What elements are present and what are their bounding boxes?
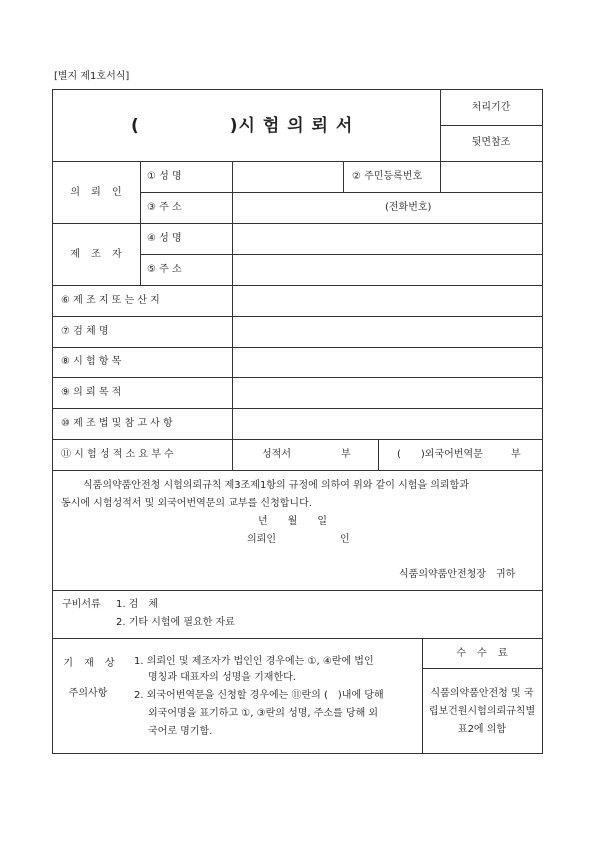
divider	[440, 125, 543, 126]
divider	[52, 470, 543, 471]
divider	[52, 161, 543, 162]
foreign-translation-label: ( )외국어번역문	[397, 449, 483, 460]
divider	[52, 439, 543, 440]
requester-address-label: ③ 주 소	[147, 202, 182, 213]
divider	[52, 347, 543, 348]
copies-required-label: ⑪ 시 험 성 적 소 요 부 수	[61, 449, 174, 460]
test-items-label: ⑧ 시 험 항 목	[61, 356, 122, 367]
note-2-line-1: 2. 외국어번역문을 신청할 경우에는 ⑪란의 ( )내에 당해	[134, 690, 384, 701]
processing-period-label: 처리기간	[471, 102, 511, 113]
divider	[440, 89, 441, 161]
divider	[422, 668, 543, 669]
attachments-label: 구비서류	[62, 599, 101, 610]
divider	[52, 377, 543, 378]
signer-label: 의뢰인	[247, 534, 276, 545]
form-title: ( )시 험 의 뢰 서	[131, 116, 354, 136]
fee-line-2: 립보건원시험의뢰규칙별	[428, 706, 536, 717]
date-line: 년 월 일	[258, 516, 327, 527]
manufacturer-name-label: ④ 성 명	[147, 233, 182, 244]
divider	[232, 161, 233, 470]
divider	[422, 638, 423, 754]
note-2-line-3: 국어로 명기함.	[148, 726, 213, 737]
see-back-label: 뒷면참조	[471, 137, 511, 148]
divider	[52, 285, 543, 286]
divider	[440, 161, 441, 192]
note-1-line-1: 1. 의뢰인 및 제조자가 법인인 경우에는 ①, ④란에 법인	[134, 656, 374, 667]
attachment-item-2: 2. 기타 시험에 필요한 자료	[116, 617, 235, 628]
requester-name-label: ① 성 명	[147, 171, 182, 182]
divider	[52, 316, 543, 317]
requester-rrn-label: ② 주민등록번호	[352, 171, 423, 182]
purpose-label: ⑨ 의 뢰 목 적	[61, 387, 122, 398]
manufacturer-group-label: 제 조 자	[70, 249, 126, 260]
divider	[140, 161, 141, 285]
method-reference-label: ⑩ 제 조 법 및 참 고 사 항	[61, 418, 173, 429]
fee-line-3: 표2에 의함	[457, 724, 507, 735]
report-unit: 부	[341, 449, 351, 460]
notes-label-line-2: 주의사항	[68, 688, 108, 699]
addressee: 식품의약품안전청장 귀하	[399, 569, 516, 580]
divider	[140, 254, 543, 255]
requester-group-label: 의 뢰 인	[70, 187, 126, 198]
statement-line-2: 동시에 시험성적서 및 외국어번역문의 교부를 신청합니다.	[61, 498, 312, 509]
report-label: 성적서	[262, 449, 291, 460]
divider	[52, 638, 543, 639]
origin-label: ⑥ 제 조 지 또 는 산 지	[61, 295, 160, 306]
note-2-line-2: 외국어명을 표기하고 ①, ③란의 성명, 주소를 당해 외	[148, 708, 379, 719]
note-1-line-2: 명칭과 대표자의 성명을 기재한다.	[148, 672, 296, 683]
notes-label-line-1: 기 재 상	[63, 658, 119, 669]
translation-unit: 부	[511, 449, 521, 460]
divider	[343, 161, 344, 192]
attachment-item-1: 1. 검 체	[116, 599, 159, 610]
form-label: [별지 제1호서식]	[54, 71, 130, 82]
manufacturer-address-label: ⑤ 주 소	[147, 264, 182, 275]
seal-label: 인	[340, 534, 350, 545]
fee-line-1: 식품의약품안전청 및 국	[430, 688, 534, 699]
divider	[52, 223, 543, 224]
statement-line-1: 식품의약품안전청 시험의뢰규칙 제3조제1항의 규정에 의하여 위와 같이 시험을 의뢰함과	[83, 480, 469, 491]
divider	[52, 590, 543, 591]
phone-label: (전화번호)	[385, 202, 432, 213]
divider	[140, 192, 543, 193]
sample-name-label: ⑦ 검 체 명	[61, 326, 109, 337]
divider	[52, 408, 543, 409]
divider	[378, 439, 379, 470]
fee-label: 수 수 료	[456, 648, 512, 659]
